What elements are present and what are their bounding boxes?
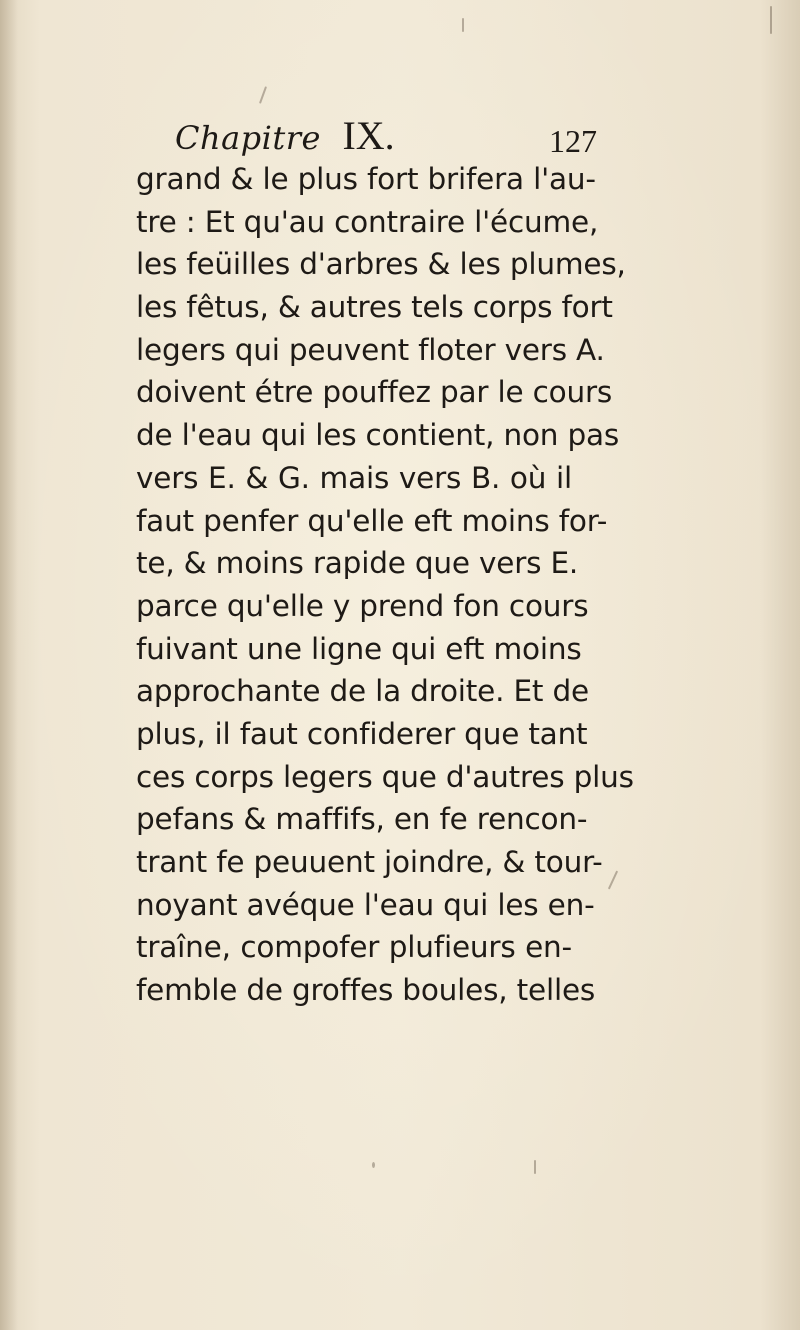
text-line: les feüilles d'arbres & les plumes, xyxy=(136,247,626,282)
text-line: femble de groffes boules, telles xyxy=(136,973,596,1008)
text-line: approchante de la droite. Et de xyxy=(136,674,589,709)
text-line: fuivant une ligne qui eft moins xyxy=(136,631,582,666)
text-line: les fêtus, & autres tels corps fort xyxy=(136,290,613,325)
running-title xyxy=(175,113,395,158)
paper-speck xyxy=(608,871,618,890)
paper-speck xyxy=(770,6,772,34)
paper-speck xyxy=(462,18,464,32)
paper-speck xyxy=(372,1162,375,1168)
text-line: vers E. & G. mais vers B. où il xyxy=(136,460,572,495)
text-line: de l'eau qui les contient, non pas xyxy=(136,418,620,453)
paper-speck xyxy=(534,1160,536,1174)
text-line: pefans & maffifs, en fe rencon- xyxy=(136,802,588,837)
chapter-word: Chapitre xyxy=(175,119,321,157)
text-line: ces corps legers que d'autres plus xyxy=(136,759,634,794)
text-line: faut penfer qu'elle eft moins for- xyxy=(136,503,608,538)
text-line: te, & moins rapide que vers E. xyxy=(136,546,579,581)
text-line: parce qu'elle y prend fon cours xyxy=(136,588,589,623)
text-line: doivent étre pouffez par le cours xyxy=(136,375,613,410)
text-line: noyant avéque l'eau qui les en- xyxy=(136,887,595,922)
text-line: trant fe peuuent joindre, & tour- xyxy=(136,845,603,879)
gutter-shadow xyxy=(0,0,18,1330)
page-header xyxy=(175,112,605,162)
body-text xyxy=(136,158,634,1012)
text-line: traîne, compofer plufieurs en- xyxy=(136,930,572,965)
text-line: plus, il faut confiderer que tant xyxy=(136,716,588,751)
paper-speck xyxy=(259,86,267,104)
text-line: grand & le plus fort brifera l'au- xyxy=(136,162,596,196)
page-number: 127 xyxy=(549,123,597,159)
text-line: legers qui peuvent floter vers A. xyxy=(136,332,605,367)
text-line: tre : Et qu'au contraire l'écume, xyxy=(136,204,599,239)
chapter-number: IX. xyxy=(342,113,395,158)
